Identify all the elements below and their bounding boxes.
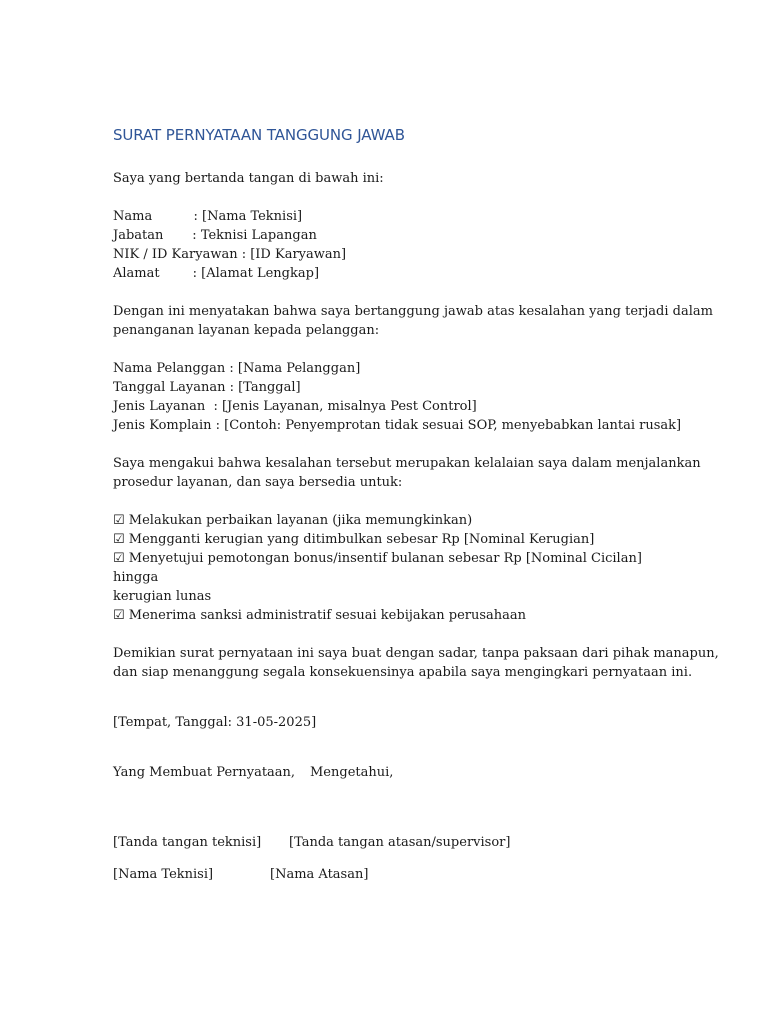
commitment-text: Menerima sanksi administratif sesuai kebijakan perusahaan bbox=[124, 608, 527, 623]
letter-title: SURAT PERNYATAAN TANGGUNG JAWAB bbox=[113, 126, 405, 144]
service-date: Tanggal Layanan : [Tanggal] bbox=[113, 380, 301, 395]
commitment-item bbox=[113, 549, 673, 587]
commitment-text: Melakukan perbaikan layanan (jika memungkinkan) bbox=[124, 513, 473, 528]
closing-paragraph bbox=[113, 644, 719, 682]
commitment-text: Menyetujui pemotongan bonus/insentif bulanan sebesar Rp [Nominal Cicilan] hingga bbox=[113, 551, 642, 585]
checkbox-icon: ☑ bbox=[113, 608, 125, 623]
maker-signature: [Tanda tangan teknisi] bbox=[113, 835, 262, 850]
letter-body bbox=[113, 124, 719, 884]
acknowledgement-line: prosedur layanan, dan saya bersedia untuk: bbox=[113, 475, 403, 490]
checkbox-icon: ☑ bbox=[113, 551, 125, 566]
intro-text: Saya yang bertanda tangan di bawah ini: bbox=[113, 171, 384, 186]
identity-block bbox=[113, 207, 673, 283]
maker-name: [Nama Teknisi] bbox=[113, 867, 214, 882]
commitment-list bbox=[113, 511, 673, 625]
approver-label: Mengetahui, bbox=[310, 765, 394, 780]
commitment-item bbox=[113, 511, 673, 530]
signature-labels bbox=[113, 763, 673, 782]
checkbox-icon: ☑ bbox=[113, 532, 125, 547]
service-details bbox=[113, 359, 682, 435]
checkbox-icon: ☑ bbox=[113, 513, 125, 528]
approver-name: [Nama Atasan] bbox=[270, 867, 369, 882]
closing-line: Demikian surat pernyataan ini saya buat dengan sadar, tanpa paksaan dari pihak manapun, bbox=[113, 646, 719, 661]
statement-line: penanganan layanan kepada pelanggan: bbox=[113, 323, 380, 338]
identity-address: Alamat : [Alamat Lengkap] bbox=[113, 266, 320, 281]
statement-paragraph bbox=[113, 302, 713, 340]
identity-name: Nama : [Nama Teknisi] bbox=[113, 209, 303, 224]
closing-line: dan siap menanggung segala konsekuensinya apabila saya mengingkari pernyataan ini. bbox=[113, 665, 693, 680]
service-type: Jenis Layanan : [Jenis Layanan, misalnya Pest Control] bbox=[113, 399, 477, 414]
identity-position: Jabatan : Teknisi Lapangan bbox=[113, 228, 317, 243]
signature-placeholders bbox=[113, 833, 673, 852]
acknowledgement-line: Saya mengakui bahwa kesalahan tersebut merupakan kelalaian saya dalam menjalankan bbox=[113, 456, 701, 471]
place-date: [Tempat, Tanggal: 31-05-2025] bbox=[113, 715, 317, 730]
complaint-type: Jenis Komplain : [Contoh: Penyemprotan tidak sesuai SOP, menyebabkan lantai rusak] bbox=[113, 418, 682, 433]
approver-signature: [Tanda tangan atasan/supervisor] bbox=[289, 835, 511, 850]
commitment-text-wrap: kerugian lunas bbox=[113, 589, 212, 604]
statement-line: Dengan ini menyatakan bahwa saya bertanggung jawab atas kesalahan yang terjadi dalam bbox=[113, 304, 713, 319]
signature-names bbox=[113, 865, 673, 884]
customer-name: Nama Pelanggan : [Nama Pelanggan] bbox=[113, 361, 361, 376]
maker-label: Yang Membuat Pernyataan, bbox=[113, 765, 296, 780]
commitment-text: Mengganti kerugian yang ditimbulkan sebesar Rp [Nominal Kerugian] bbox=[124, 532, 595, 547]
commitment-item bbox=[113, 530, 673, 549]
commitment-item bbox=[113, 606, 673, 625]
identity-employee-id: NIK / ID Karyawan : [ID Karyawan] bbox=[113, 247, 347, 262]
acknowledgement-paragraph bbox=[113, 454, 701, 492]
